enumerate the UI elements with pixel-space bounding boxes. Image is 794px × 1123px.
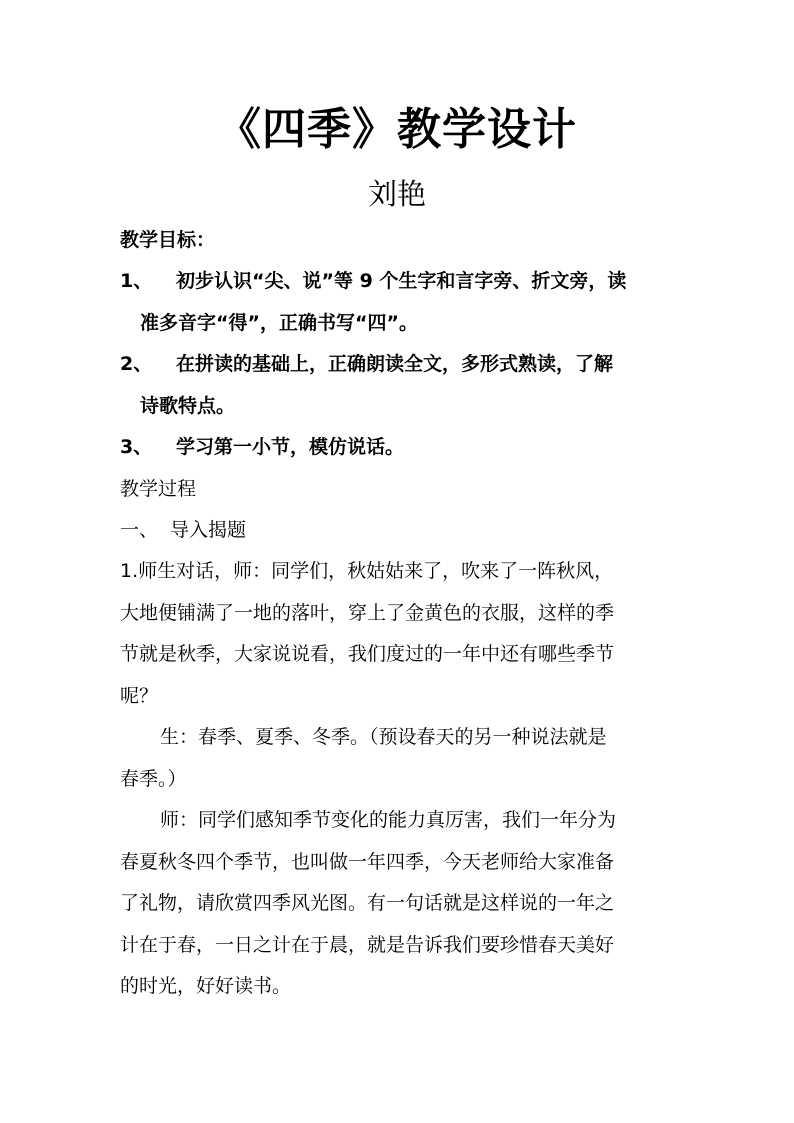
paragraph-1-line-4: 呢？ <box>120 685 159 707</box>
objective-3-number: 3、 <box>120 436 153 458</box>
paragraph-1-line-3: 节就是秋季，大家说说看，我们度过的一年中还有哪些季节 <box>120 643 615 665</box>
section-1-title: 导入揭题 <box>170 519 247 541</box>
paragraph-3-line-3: 了礼物，请欣赏四季风光图。有一句话就是这样说的一年之 <box>120 892 615 914</box>
paragraph-3-line-2: 春夏秋冬四个季节，也叫做一年四季，今天老师给大家准备 <box>120 851 615 873</box>
author-name: 刘艳 <box>367 177 426 211</box>
objective-2-number: 2、 <box>120 353 153 375</box>
paragraph-2-line-1: 生：春季、夏季、冬季。（预设春天的另一种说法就是 <box>160 726 607 748</box>
objective-1-line-2: 准多音字“得”，正确书写“四”。 <box>140 312 418 334</box>
objective-1-text-1: 初步认识“尖、说”等 9 个生字和言字旁、折文旁，读 <box>176 270 627 292</box>
objective-2-line-1 <box>120 350 680 378</box>
paragraph-3-line-5: 的时光，好好读书。 <box>120 975 292 997</box>
process-heading: 教学过程 <box>120 478 197 500</box>
objective-2-text-1: 在拼读的基础上，正确朗读全文，多形式熟读，了解 <box>176 353 614 375</box>
section-1-number: 一、 <box>120 519 159 541</box>
paragraph-1-line-1: 1.师生对话，师：同学们，秋姑姑来了，吹来了一阵秋风， <box>120 560 614 582</box>
objective-1-number: 1、 <box>120 270 153 292</box>
section-1-heading <box>120 516 680 544</box>
document-title: 《四季》教学设计 <box>217 104 577 155</box>
objectives-heading: 教学目标： <box>120 229 216 251</box>
paragraph-3-line-4: 计在于春，一日之计在于晨，就是告诉我们要珍惜春天美好 <box>120 934 615 956</box>
objective-3-line-1 <box>120 433 680 461</box>
objective-3-text-1: 学习第一小节，模仿说话。 <box>176 436 405 458</box>
paragraph-1-line-2: 大地便铺满了一地的落叶，穿上了金黄色的衣服，这样的季 <box>120 602 615 624</box>
objective-2-line-2: 诗歌特点。 <box>140 395 236 417</box>
objective-1-line-1 <box>120 267 680 295</box>
paragraph-3-line-1: 师：同学们感知季节变化的能力真厉害，我们一年分为 <box>160 809 617 831</box>
paragraph-2-line-2: 春季。） <box>120 768 187 790</box>
